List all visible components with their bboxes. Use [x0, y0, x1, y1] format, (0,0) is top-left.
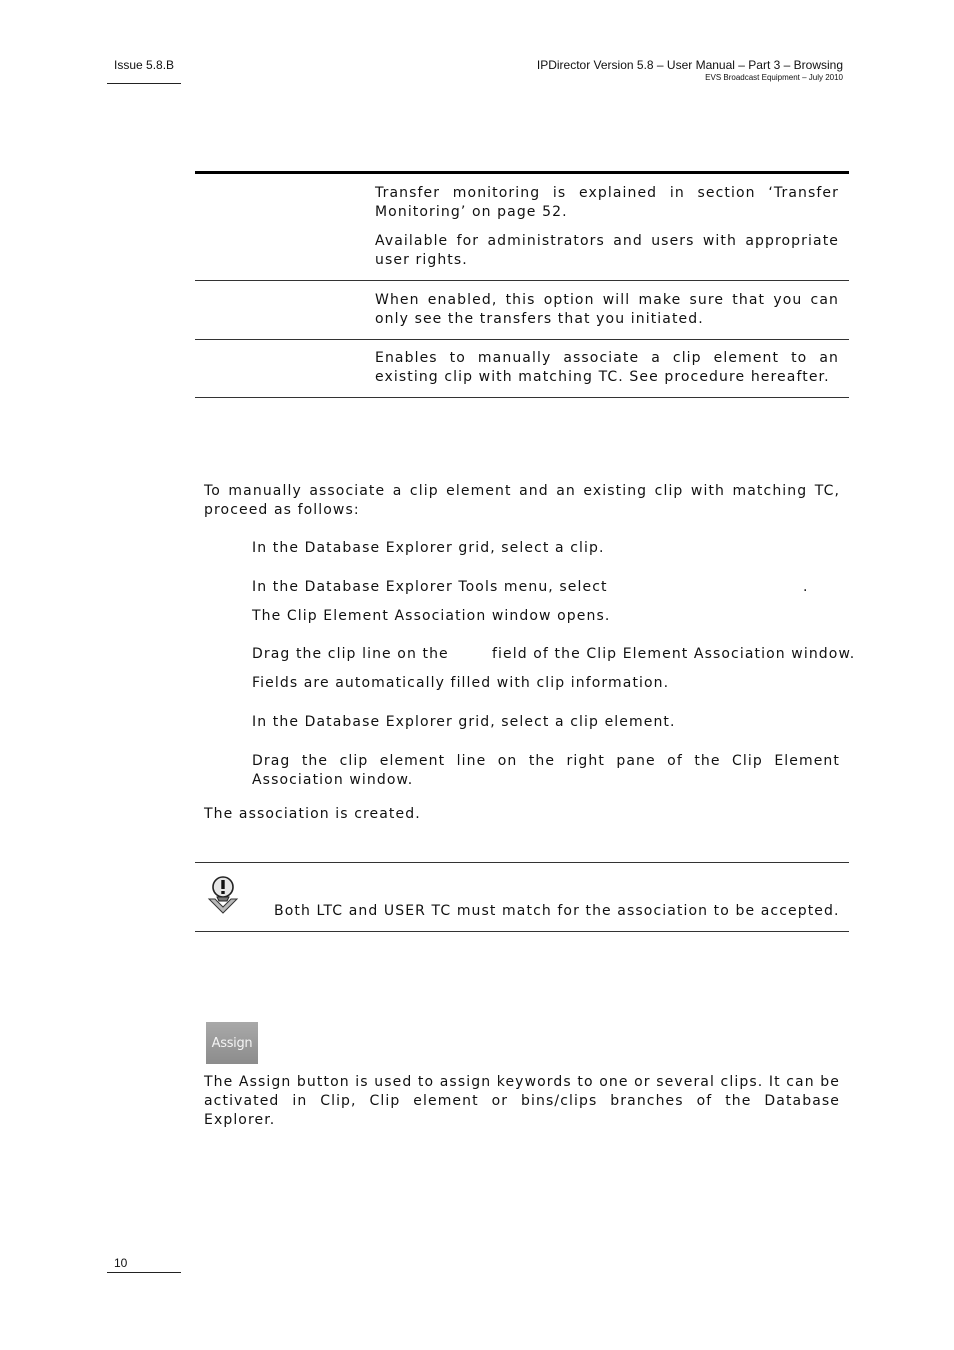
step-2-period: . — [803, 579, 809, 595]
procedure-intro: To manually associate a clip element and an existing clip with matching TC, proceed as follows: — [204, 483, 840, 518]
table-bottom-rule — [195, 397, 849, 398]
procedure-step-3-b: field of the Clip Element Association window. — [492, 646, 856, 662]
procedure-step-4: In the Database Explorer grid, select a clip element. — [252, 714, 676, 730]
procedure-step-1: In the Database Explorer grid, select a clip. — [252, 540, 605, 556]
table-row-own-transfers — [375, 291, 839, 329]
page-number: 10 — [114, 1256, 128, 1270]
note-text: Both LTC and USER TC must match for the association to be accepted. — [274, 903, 840, 919]
table-row-divider — [195, 280, 849, 281]
header-divider — [107, 83, 181, 84]
step-2-text: In the Database Explorer Tools menu, select — [252, 579, 608, 595]
procedure-step-3-a: Drag the clip line on the — [252, 646, 449, 662]
table-row-transfer-monitoring — [375, 184, 839, 270]
table-top-rule — [195, 171, 849, 174]
procedure-step-3-result: Fields are automatically filled with clip information. — [252, 675, 670, 691]
procedure-step-2-result: The Clip Element Association window opens. — [252, 608, 611, 624]
procedure-step-5: Drag the clip element line on the right pane of the Clip Element Association window. — [252, 753, 840, 788]
note-box — [195, 862, 849, 932]
table-row-divider — [195, 339, 849, 340]
procedure-conclusion: The association is created. — [204, 806, 421, 822]
table-cell-text: Available for administrators and users with appropriate user rights. — [375, 233, 839, 268]
assign-button[interactable]: Assign — [206, 1022, 258, 1064]
header-issue: Issue 5.8.B — [114, 58, 175, 72]
table-cell-text: When enabled, this option will make sure that you can only see the transfers that you initiated. — [375, 292, 839, 327]
lightbulb-note-icon — [205, 873, 241, 915]
table-cell-text: Transfer monitoring is explained in section ‘Transfer Monitoring’ on page 52. — [375, 185, 839, 220]
assign-description: The Assign button is used to assign keywords to one or several clips. It can be activated in Clip, Clip element or bins/clips branches of the Database Explorer. — [204, 1074, 840, 1128]
header-subtitle: EVS Broadcast Equipment – July 2010 — [705, 73, 843, 82]
table-row-clip-element-association — [375, 349, 839, 387]
table-cell-text: Enables to manually associate a clip element to an existing clip with matching TC. See procedure hereafter. — [375, 350, 839, 385]
header-title: IPDirector Version 5.8 – User Manual – Part 3 – Browsing — [536, 58, 843, 72]
footer-divider — [107, 1272, 181, 1273]
procedure-step-2 — [252, 578, 840, 597]
